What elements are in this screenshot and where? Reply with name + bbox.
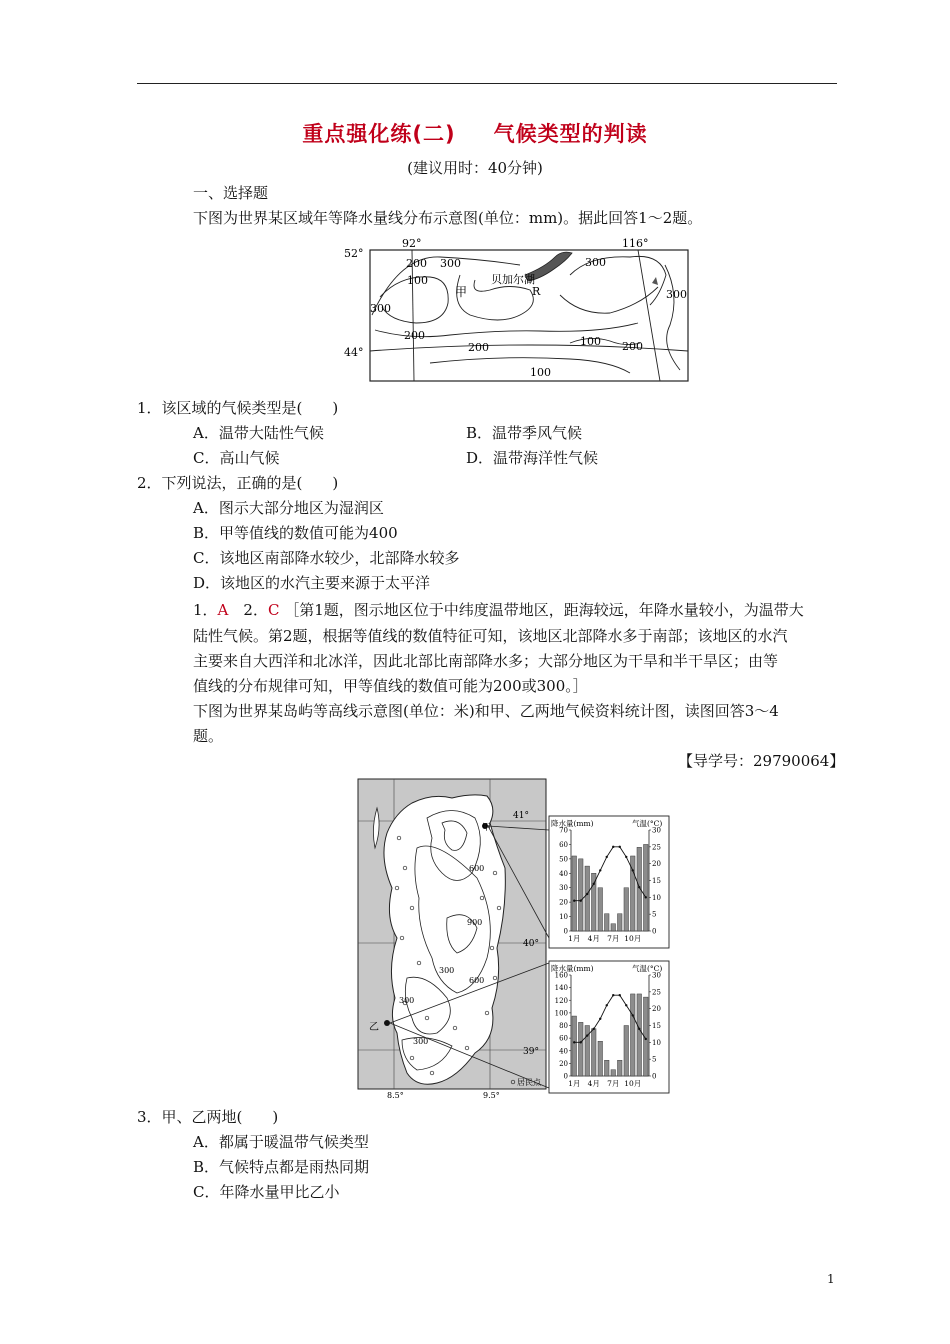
y2-tick-label: 10 — [652, 893, 661, 902]
y-tick-label: 60 — [559, 840, 568, 849]
y2-tick-label: 25 — [652, 988, 661, 997]
title-part1: 重点强化练(二) — [302, 122, 456, 146]
y-tick-label: 80 — [559, 1022, 568, 1030]
y2-tick-label: 25 — [652, 843, 661, 852]
precip-bar — [630, 994, 635, 1076]
y-tick-label: 140 — [554, 984, 568, 993]
y-tick-label: 60 — [559, 1034, 568, 1043]
q3-option-c: C．年降水量甲比乙小 — [193, 1183, 340, 1201]
isoline-label: 200 — [406, 257, 427, 270]
temperature-point — [599, 869, 601, 871]
title-part2: 气候类型的判读 — [493, 122, 648, 146]
contour-label: 900 — [467, 918, 483, 927]
x-tick-label: 4月 — [587, 1079, 600, 1088]
lat-39: 39° — [523, 1047, 539, 1057]
temperature-point — [573, 900, 575, 902]
temperature-point — [632, 1014, 634, 1016]
answer-2: C — [267, 601, 280, 619]
suggested-time: (建议用时：40分钟) — [407, 159, 543, 177]
y2-tick-label: 30 — [652, 971, 661, 980]
q1-option-a: A．温带大陆性气候 — [193, 424, 324, 442]
lat-52: 52° — [344, 247, 364, 260]
precip-bar — [624, 1026, 629, 1077]
temperature-point — [573, 1041, 575, 1043]
y-tick-label: 10 — [559, 913, 568, 922]
x-tick-label: 1月 — [568, 1079, 581, 1088]
legend-settlement: 居民点 — [517, 1078, 541, 1087]
y-tick-label: 0 — [563, 1072, 568, 1081]
q3-stem: 3．甲、乙两地( ) — [137, 1108, 279, 1126]
answer-num-1: 1． — [193, 601, 218, 619]
section-heading: 一、选择题 — [193, 184, 269, 202]
lat-41: 41° — [513, 811, 529, 821]
temperature-point — [586, 893, 588, 895]
precip-bar — [572, 1016, 577, 1076]
temperature-point — [593, 1028, 595, 1030]
x-tick-label: 7月 — [607, 1079, 620, 1088]
isoline-label: 200 — [404, 329, 425, 342]
explanation-3: 主要来自大西洋和北冰洋，因此北部比南部降水多；大部分地区为干旱和半干旱区；由等 — [193, 652, 779, 670]
yi-station: 乙 — [369, 1022, 379, 1033]
isoline-label: 100 — [530, 366, 551, 379]
q3-option-a: A．都属于暖温带气候类型 — [193, 1133, 369, 1151]
temperature-point — [606, 1004, 608, 1006]
y-tick-label: 0 — [563, 927, 568, 936]
contour-label: 600 — [469, 864, 485, 873]
temperature-point — [593, 883, 595, 885]
temperature-point — [632, 869, 634, 871]
x-tick-label: 7月 — [607, 934, 620, 943]
explanation-1: ［第1题，图示地区位于中纬度温带地区，距海较远，年降水量较小，为温带大 — [284, 601, 804, 619]
precip-bar — [611, 1070, 616, 1076]
explanation-2: 陆性气候。第2题，根据等值线的数值特征可知，该地区北部降水多于南部；该地区的水汽 — [193, 627, 788, 645]
y-tick-label: 20 — [559, 1059, 568, 1068]
q2-option-c: C．该地区南部降水较少，北部降水较多 — [193, 549, 460, 567]
guide-number: 【导学号：29790064】 — [678, 752, 845, 770]
island-figure — [357, 778, 672, 1100]
temperature-point — [645, 896, 647, 898]
precip-bar — [637, 994, 642, 1076]
isohyet-map — [340, 235, 690, 385]
q2-stem: 2．下列说法，正确的是( ) — [137, 474, 339, 492]
isoline-label: 100 — [407, 274, 428, 287]
precip-bar — [591, 873, 596, 931]
x-tick-label: 1月 — [568, 934, 581, 943]
contour-label: 300 — [439, 966, 455, 975]
lat-40: 40° — [523, 939, 539, 949]
y2-tick-label: 15 — [652, 1022, 661, 1030]
temperature-point — [580, 900, 582, 902]
intro-2-line-1: 下图为世界某岛屿等高线示意图(单位：米)和甲、乙两地气候资料统计图，读图回答3～4 — [193, 702, 779, 720]
precip-bar — [572, 856, 577, 931]
y-tick-label: 30 — [559, 884, 568, 893]
y-tick-label: 50 — [559, 855, 568, 864]
precip-bar — [585, 866, 590, 931]
temperature-point — [638, 1028, 640, 1030]
answer-num-2: 2． — [243, 601, 268, 619]
isoline-label: 100 — [580, 335, 601, 348]
temperature-point — [606, 856, 608, 858]
q3-option-b: B．气候特点都是雨热同期 — [193, 1158, 370, 1176]
precip-bar — [585, 1026, 590, 1077]
precip-bar — [598, 888, 603, 931]
y2-tick-label: 0 — [652, 927, 657, 936]
precip-bar — [611, 924, 616, 931]
temperature-point — [625, 856, 627, 858]
y-tick-label: 120 — [554, 996, 568, 1005]
lon-92: 92° — [402, 237, 422, 250]
y-tick-label: 100 — [554, 1009, 568, 1018]
y2-tick-label: 20 — [652, 1005, 661, 1014]
precip-bar — [578, 1022, 583, 1076]
isoline-label: 200 — [468, 341, 489, 354]
lon-116: 116° — [622, 237, 649, 250]
intro-2-line-2: 题。 — [193, 727, 224, 745]
explanation-4: 值线的分布规律可知，甲等值线的数值可能为200或300。］ — [193, 677, 588, 695]
temperature-point — [586, 1034, 588, 1036]
lat-44: 44° — [344, 346, 364, 359]
precip-bar — [643, 844, 648, 931]
page-title — [0, 118, 950, 148]
answer-line-1 — [193, 600, 804, 620]
lake-label: 贝加尔湖 — [491, 273, 535, 286]
y2-tick-label: 10 — [652, 1038, 661, 1047]
temperature-point — [645, 1038, 647, 1040]
temp-axis-title: 气温(°C) — [632, 819, 663, 828]
x-tick-label: 10月 — [624, 1079, 642, 1088]
precip-bar — [578, 859, 583, 931]
temperature-point — [625, 1004, 627, 1006]
lon-9-5: 9.5° — [483, 1091, 500, 1100]
y2-tick-label: 5 — [652, 910, 657, 919]
top-rule — [137, 83, 837, 84]
rain-axis-title: 降水量(mm) — [551, 964, 594, 973]
q2-option-a: A．图示大部分地区为湿润区 — [193, 499, 384, 517]
contour-label: 300 — [413, 1037, 429, 1046]
jia-station: 甲 — [482, 823, 492, 833]
isoline-label: 200 — [622, 340, 643, 353]
q1-option-b: B．温带季风气候 — [466, 424, 583, 442]
temperature-point — [612, 994, 614, 996]
temperature-point — [599, 1018, 601, 1020]
q1-option-d: D．温带海洋性气候 — [466, 449, 599, 467]
temperature-point — [638, 886, 640, 888]
river-label: R — [532, 285, 541, 298]
q2-option-d: D．该地区的水汽主要来源于太平洋 — [193, 574, 431, 592]
precip-bar — [624, 888, 629, 931]
y-tick-label: 20 — [559, 898, 568, 907]
contour-label: 300 — [399, 996, 415, 1005]
x-tick-label: 10月 — [624, 934, 642, 943]
isoline-label: 300 — [440, 257, 461, 270]
q1-stem: 1．该区域的气候类型是( ) — [137, 399, 339, 417]
x-tick-label: 4月 — [587, 934, 600, 943]
y2-tick-label: 15 — [652, 877, 661, 885]
y2-tick-label: 20 — [652, 860, 661, 869]
y-tick-label: 40 — [559, 1047, 568, 1056]
jia-label: 甲 — [455, 285, 468, 299]
q2-option-b: B．甲等值线的数值可能为400 — [193, 524, 398, 542]
temperature-point — [619, 846, 621, 848]
contour-label: 600 — [469, 976, 485, 985]
precip-bar — [617, 1060, 622, 1076]
isoline-label: 300 — [666, 288, 687, 301]
isoline-label: 300 — [370, 302, 391, 315]
y2-tick-label: 0 — [652, 1072, 657, 1081]
temperature-point — [612, 846, 614, 848]
precip-bar — [617, 914, 622, 931]
temp-axis-title: 气温(°C) — [632, 964, 663, 973]
rain-axis-title: 降水量(mm) — [551, 819, 594, 828]
answer-1: A — [217, 601, 229, 619]
y2-tick-label: 30 — [652, 826, 661, 835]
temperature-point — [619, 994, 621, 996]
y-tick-label: 160 — [554, 971, 568, 980]
y-tick-label: 70 — [559, 826, 568, 835]
precip-bar — [598, 1041, 603, 1076]
precip-bar — [604, 1060, 609, 1076]
temperature-point — [580, 1041, 582, 1043]
y-tick-label: 40 — [559, 869, 568, 878]
page-number: 1 — [827, 1272, 835, 1286]
precip-bar — [591, 1029, 596, 1076]
lon-8-5: 8.5° — [387, 1091, 404, 1100]
y2-tick-label: 5 — [652, 1055, 657, 1064]
precip-bar — [604, 914, 609, 931]
intro-1: 下图为世界某区域年等降水量线分布示意图(单位：mm)。据此回答1～2题。 — [193, 209, 703, 227]
isoline-label: 300 — [585, 256, 606, 269]
q1-option-c: C．高山气候 — [193, 449, 280, 467]
